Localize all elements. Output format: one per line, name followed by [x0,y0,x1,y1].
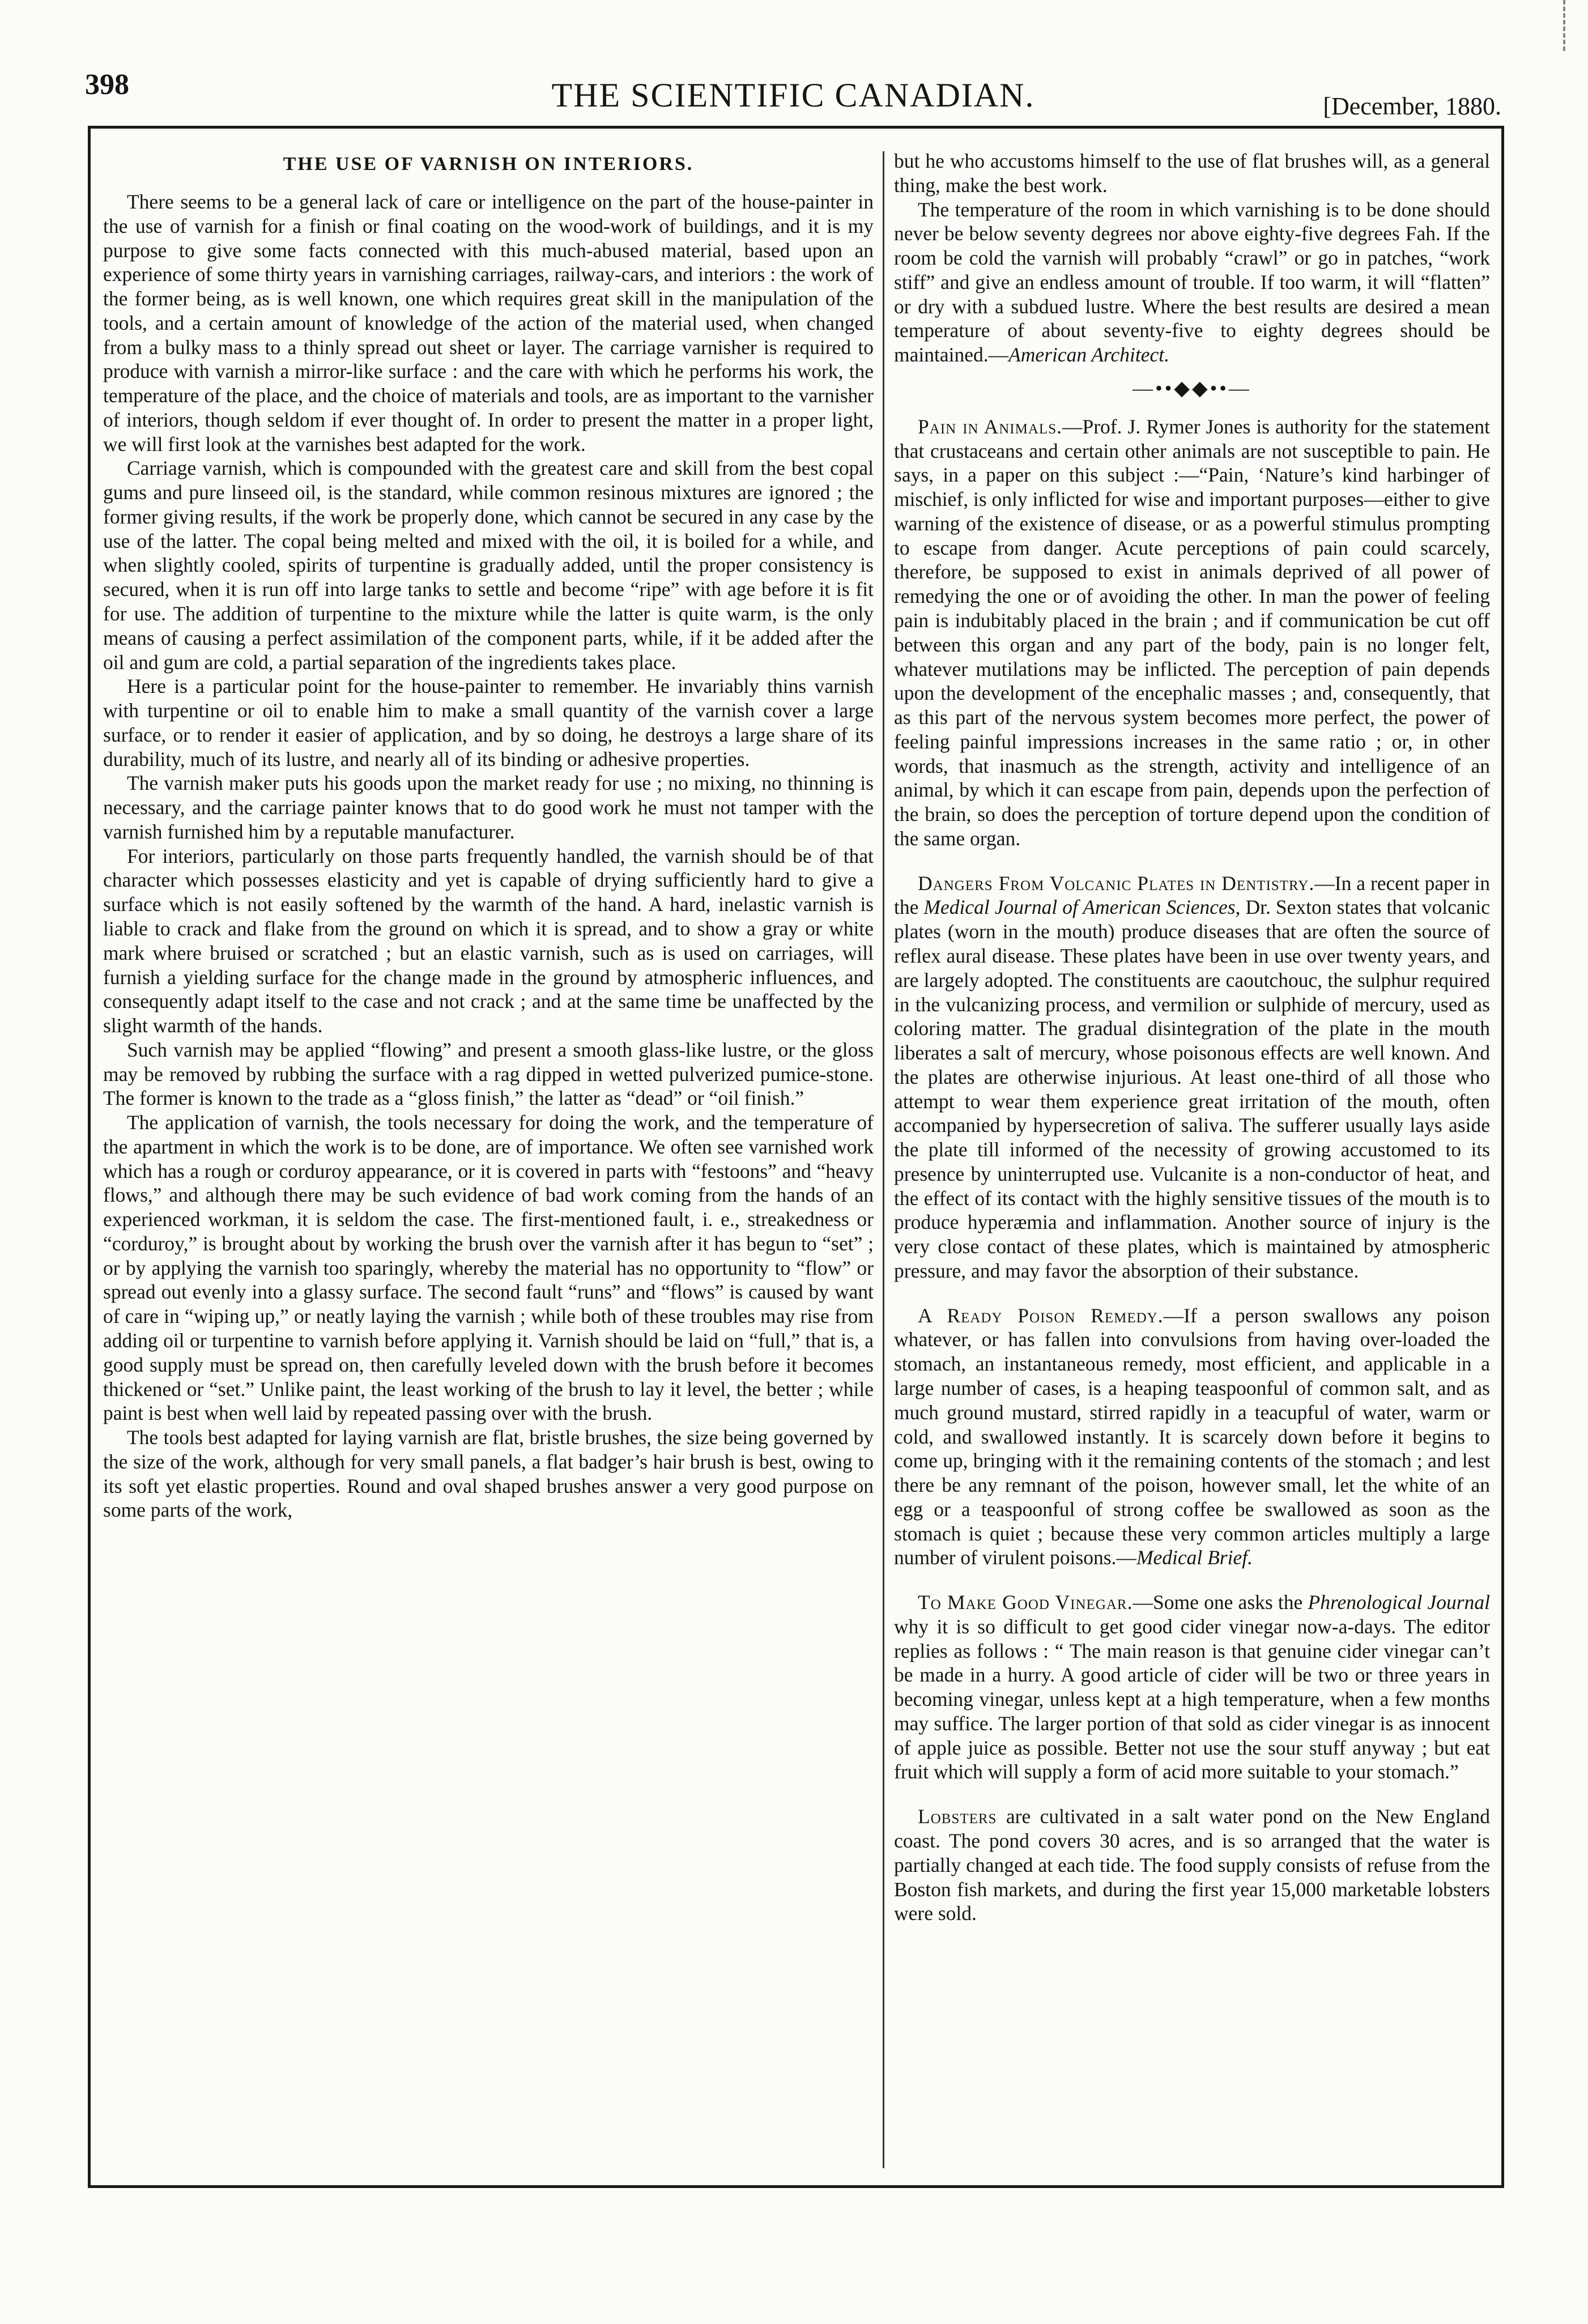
item-text: —Prof. J. Rymer Jones is authority for the statement that crustaceans and certain other animals are not susceptible to pain. He says, in a paper on this subject :—“Pain, ‘Nature’s kind harbinger of mischief, is only inflicted for wise and important purposes—either to give warning of the existence of disease, or as a powerful stimulus prompting to escape from danger. Acute perceptions of pain could scarcely, therefore, be supposed to exist in animals deprived of all power of remedying the one or of avoiding the other. In man the power of feeling pain is indubitably placed in the brain ; and if communication be cut off between this organ and any part of the body, pain is no longer felt, whatever mutilations may be inflicted. The perception of pain depends upon the development of the encephalic masses ; and, consequently, that as this part of the nervous system becomes more perfect, the power of feeling painful impressions increases in the same ratio ; or, in other words, that inasmuch as the strength, activity and intelligence of an animal, by which it can escape from pain, depends upon the perfection of the brain, so does the perception of torture depend upon the condition of the same organ. [894,415,1490,850]
item-text: —In a recent paper in the [894,871,1490,919]
item-text: —If a person swallows any poison whatever, or has fallen into convulsions from having over-loaded the stomach, an instantaneous remedy, most efficient, and applicable in a large number of cases, is a heaping teaspoonful of common salt, and as much ground mustard, stirred rapidly in a teacupful of water, warm or cold, and swallowed instantly. It is scarcely down before it begins to come up, bringing with it the remaining contents of the stomach ; and lest there be any remnant of the poison, however small, let the white of an egg or a teaspoonful of strong coffee be swallowed as soon as the stomach is quiet ; because these very common articles multiply a large number of virulent poisons.— [894,1304,1490,1569]
journal-name: Phrenological Journal [1308,1591,1490,1614]
right-column [894,149,1490,2166]
item-lead: A Ready Poison Remedy. [918,1304,1164,1327]
article-source: American Architect. [1008,343,1170,367]
page-header [85,40,1501,119]
item-text: Dr. Sexton states that volcanic plates (worn in the mouth) produce diseases that are often the source of reflex aural disease. These plates have been in use over twenty years, and are largely adopted. The constituents are caoutchouc, the sulphur required in the vulcanizing process, and vermilion or sulphide of mercury, used as coloring matter. The gradual disintegration of the plate in the mouth liberates a salt of mercury, whose poisonous effects are well known. And the plates are otherwise injurious. At least one-third of all those who attempt to wear them experience great irritation of the mouth, often accompanied by hypersecretion of saliva. The sufferer usually lays aside the plate till informed of the necessity of growing accustomed to its presence by uninterrupted use. Vulcanite is a non-conductor of heat, and the effect of its contact with the highly sensitive tissues of the mouth is to produce hyperæmia and inflammation. Another source of injury is the very close contact of these plates, which is maintained by atmospheric pressure, and may favor the absorption of their substance. [894,896,1490,1282]
item-lead: Lobsters [918,1805,997,1828]
left-column [103,149,874,2166]
item-lead: Dangers From Volcanic Plates in Dentistry. [918,871,1315,895]
scan-edge-mark [1560,0,1565,51]
article-paragraph: Such varnish may be applied “flowing” and present a smooth glass-like lustre, or the gloss may be removed by rubbing the surface with a rag dipped in wetted pulverized pumice-stone. The former is known to the trade as a “gloss finish,” the latter as “dead” or “oil finish.” [103,1038,874,1110]
section-separator: —••◆◆••— [1133,376,1251,399]
item-text: are cultivated in a salt water pond on the New England coast. The pond covers 30 acres, and is so arranged that the water is partially changed at each tide. The food supply consists of refuse from the Boston fish markets, and during the first year 15,000 marketable lobsters were sold. [894,1805,1490,1925]
item-poison [894,1304,1490,1570]
article-paragraph: There seems to be a general lack of care or intelligence on the part of the house-painter in the use of varnish for a finish or final coating on the wood-work of buildings, and it is my purpose to give some facts connected with this much-abused material, based upon an experience of some thirty years in varnishing carriages, railway-cars, and interiors : the work of the former being, as is well known, one which requires great skill in the manipulation of the tools, and a certain amount of knowledge of the action of the material used, when changed from a bulky mass to a thinly spread out sheet or layer. The carriage varnisher is required to produce with varnish a mirror-like surface : and the care with which he performs his work, the temperature of the place, and the choice of materials and tools, are as important to the varnisher of interiors, though seldom if ever thought of. In order to present the matter in a proper light, we will first look at the varnishes best adapted for the work. [103,190,874,456]
item-vinegar [894,1590,1490,1784]
article-paragraph: The tools best adapted for laying varnish are flat, bristle brushes, the size being governed by the size of the work, although for very small panels, a flat badger’s hair brush is best, owing to its soft yet elastic properties. Round and oval shaped brushes answer a very good purpose on some parts of the work, [103,1426,874,1522]
journal-name: Medical Journal of American Sciences, [923,896,1241,919]
item-text: why it is so difficult to get good cider vinegar now-a-days. The editor replies as follows : “ The main reason is that genuine cider vinegar can’t be made in a hurry. A good article of cider will be two or three years in becoming vinegar, unless kept at a high temperature, when a few months may suffice. The larger portion of that sold as cider vinegar is as innocent of apple juice as possible. Better not use the sour stuff anyway ; but eat fruit which will supply a form of acid more suitable to your stomach.” [894,1615,1490,1784]
article-paragraph: Carriage varnish, which is compounded with the greatest care and skill from the best copal gums and pure linseed oil, is the standard, while common resinous mixtures are ignored ; the former giving results, if the work be properly done, which cannot be secured in any case by the use of the latter. The copal being melted and mixed with the oil, it is boiled for a while, and when slightly cooled, spirits of turpentine is gradually added, until the proper consistency is secured, when it is run off into large tanks to settle and become “ripe” with age before it is fit for use. The addition of turpentine to the mixture while the latter is quite warm, is the only means of causing a perfect assimilation of the component parts, while, if it be added after the oil and gum are cold, a partial separation of the ingredients takes place. [103,457,874,674]
article-title: THE USE OF VARNISH ON INTERIORS. [283,154,694,174]
item-lobsters [894,1804,1490,1926]
article-paragraph-text: The temperature of the room in which varnishing is to be done should never be below seventy degrees nor above eighty-five degrees Fah. If the room be cold the varnish will probably “crawl” or go in patches, “work stiff” and give an endless amount of trouble. If too warm, it will “flatten” or dry with a subdued lustre. Where the best results are desired a mean temperature of about seventy-five to eighty degrees should be maintained.— [894,198,1490,367]
article-paragraph [894,198,1490,367]
item-pain [894,415,1490,851]
page-frame [88,126,1504,2188]
article-continuation: but he who accustoms himself to the use of flat brushes will, as a general thing, make the best work. [894,150,1490,197]
journal-title: THE SCIENTIFIC CANADIAN. [551,76,1035,114]
article-paragraph: For interiors, particularly on those parts frequently handled, the varnish should be of that character which possesses elasticity and yet is capable of drying sufficiently hard to give a surface which is not easily softened by the warmth of the hand. A hard, inelastic varnish is liable to crack and flake from the ground on which it is spread, and to show a gray or white mark where bruised or scratched ; but an elastic varnish, such as is used on carriages, will furnish a yielding surface for the change made in the ground by atmospheric influences, and consequently adapt itself to the case and not crack ; and at the same time be unaffected by the slight warmth of the hands. [103,844,874,1037]
article-paragraph: The application of varnish, the tools necessary for doing the work, and the temperature of the apartment in which the work is to be done, are of importance. We often see varnished work which has a rough or corduroy appearance, or it is covered in parts with “festoons” and “heavy flows,” and although there may be such evidence of bad work coming from the hands of an experienced workman, it is seldom the case. The first-mentioned fault, i. e., streakedness or “corduroy,” is brought about by working the brush over the varnish after it has begun to “set” ; or by applying the varnish too sparingly, whereby the material has no opportunity to “flow” or spread out evenly into a glassy surface. The second fault “runs” and “flows” is caused by want of care in “wiping up,” or neatly laying the varnish ; while both of these troubles may rise from adding oil or turpentine to varnish before applying it. Varnish should be laid on “full,” that is, a good supply must be spread on, then carefully leveled down with the brush before it becomes thickened or “set.” Unlike paint, the least working of the brush to lay it level, the better ; while paint is best when well laid by repeated passing over with the brush. [103,1111,874,1425]
article-paragraph: The varnish maker puts his goods upon the market ready for use ; no mixing, no thinning is necessary, and the carriage painter knows that to do good work he must not tamper with the varnish furnished him by a reputable manufacturer. [103,772,874,843]
item-lead: Pain in Animals. [918,415,1062,438]
item-dangers [894,871,1490,1283]
article-paragraph: Here is a particular point for the house-painter to remember. He invariably thins varnish with turpentine or oil to enable him to make a small quantity of the varnish cover a large surface, or to render it easier of application, and by so doing, he destroys a large share of its durability, much of its lustre, and nearly all of its binding or adhesive properties. [103,675,874,771]
column-rule [883,151,884,2168]
page-number: 398 [85,69,129,101]
issue-date: [December, 1880. [1323,92,1501,120]
item-text: —Some one asks the [1133,1591,1308,1614]
item-source: Medical Brief. [1136,1546,1253,1569]
item-lead: To Make Good Vinegar. [918,1591,1133,1614]
